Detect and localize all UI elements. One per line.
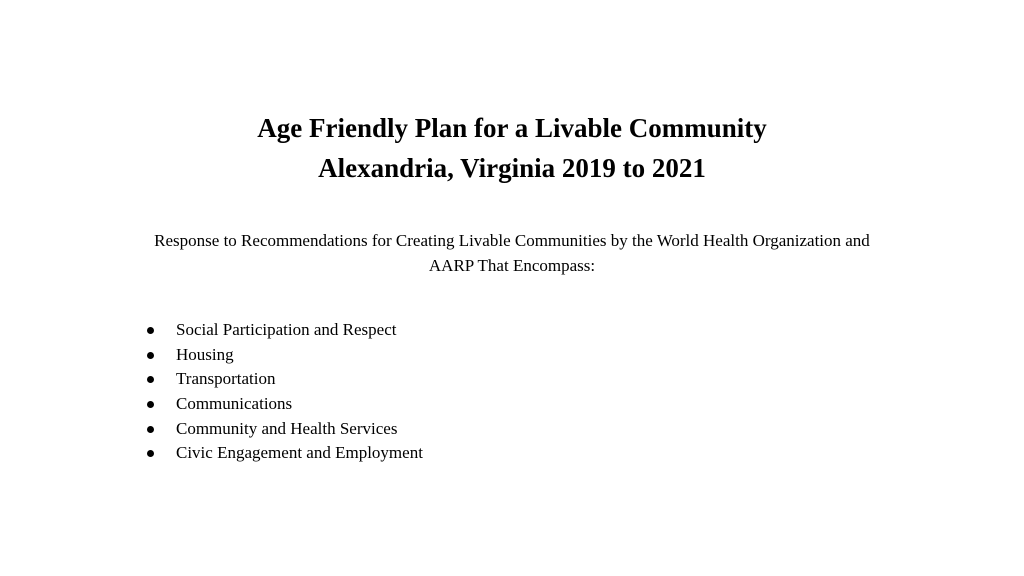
topic-list [140, 318, 423, 466]
list-item [140, 417, 423, 442]
list-item [140, 367, 423, 392]
title-line-2: Alexandria, Virginia 2019 to 2021 [318, 153, 706, 183]
list-item-label: Community and Health Services [176, 418, 398, 438]
bullet-icon [147, 426, 154, 433]
bullet-icon [147, 401, 154, 408]
list-item-label: Communications [176, 394, 293, 414]
bullet-icon [147, 450, 154, 457]
document-subtitle: Response to Recommendations for Creating Livable Communities by the World Health Organization and AARP That Encompass: [154, 231, 870, 275]
list-item [140, 441, 423, 466]
bullet-icon [147, 327, 154, 334]
title-line-1: Age Friendly Plan for a Livable Community [257, 113, 767, 143]
list-item [140, 318, 423, 343]
list-item-label: Civic Engagement and Employment [176, 443, 423, 463]
list-item-label: Housing [176, 344, 234, 364]
bullet-icon [147, 352, 154, 359]
bullet-icon [147, 376, 154, 383]
document-title [0, 108, 1024, 188]
list-item [140, 392, 423, 417]
list-item-label: Transportation [176, 369, 276, 389]
list-item-label: Social Participation and Respect [176, 320, 397, 339]
list-item [140, 343, 423, 368]
